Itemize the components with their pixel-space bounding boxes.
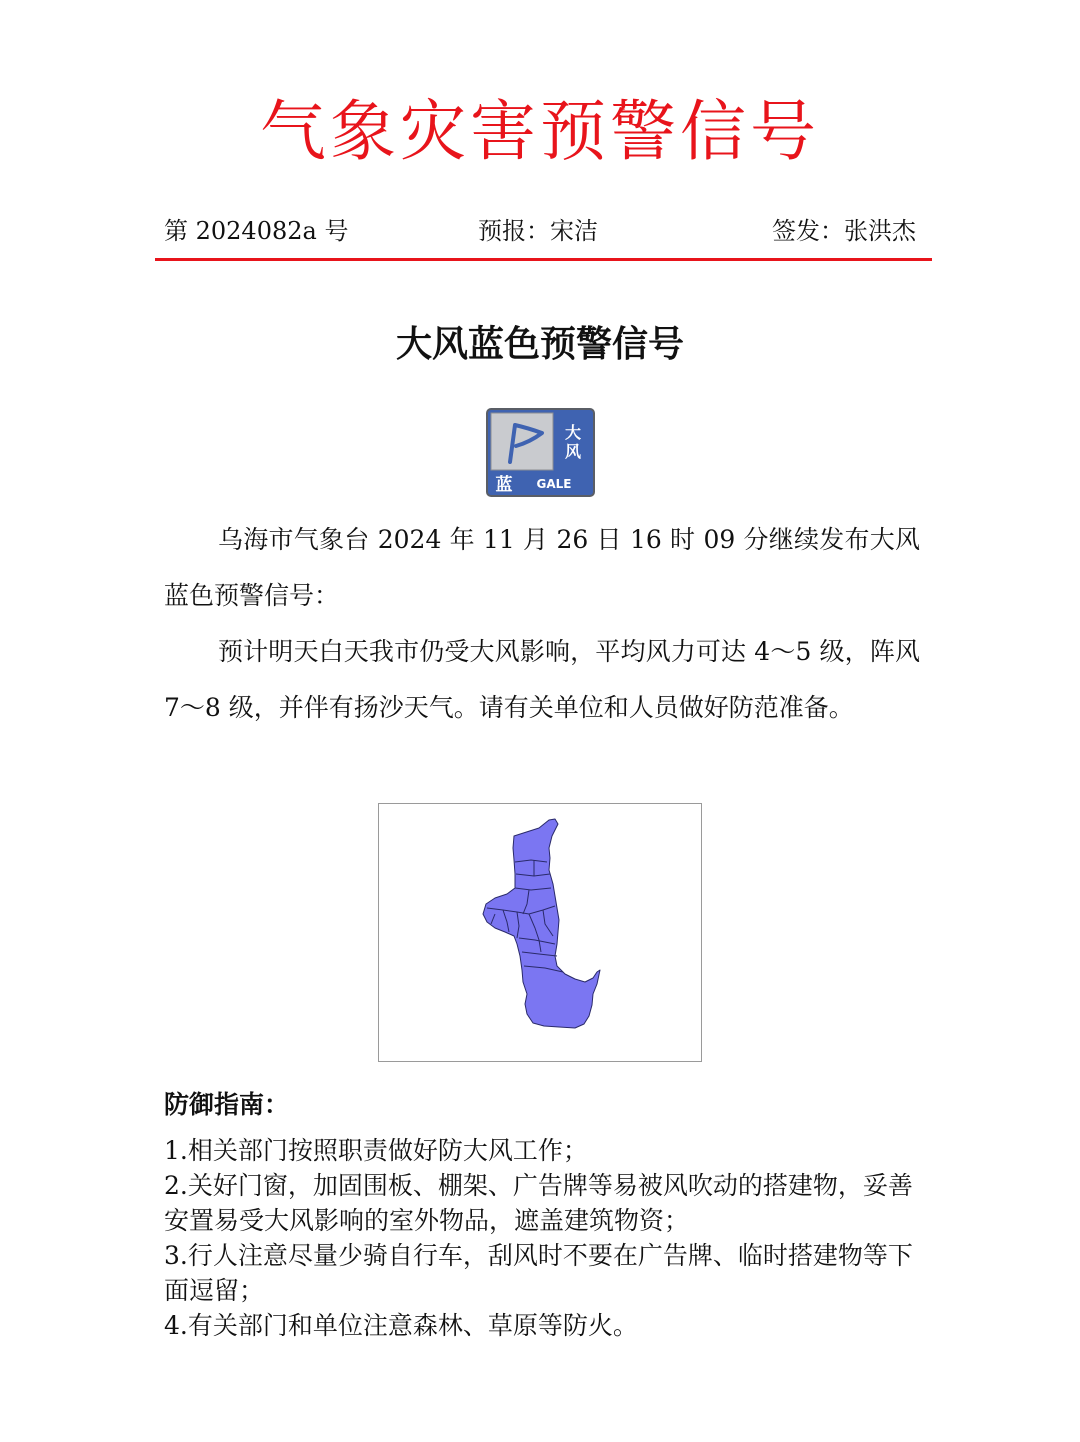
header-divider (155, 258, 932, 261)
icon-color-label: 蓝 (495, 475, 513, 495)
warning-area-map (378, 803, 702, 1062)
guide-item: 3.行人注意尽量少骑自行车，刮风时不要在广告牌、临时搭建物等下面逗留； (164, 1241, 913, 1305)
forecast-paragraph: 预计明天白天我市仍受大风影响，平均风力可达 4～5 级，阵风 7～8 级，并伴有扬沙天气。请有关单位和人员做好防范准备。 (164, 637, 920, 722)
warning-title: 大风蓝色预警信号 (395, 323, 684, 365)
icon-char-top: 大 (564, 423, 582, 442)
guide-item: 4.有关部门和单位注意森林、草原等防火。 (164, 1311, 638, 1340)
guide-title: 防御指南： (164, 1090, 290, 1119)
document-number: 第 2024082a 号 (164, 217, 349, 245)
region-shape (483, 819, 600, 1028)
icon-char-bottom: 风 (564, 442, 582, 461)
guide-list (164, 1133, 924, 1343)
page-title: 气象灾害预警信号 (260, 93, 820, 170)
icon-english-label: GALE (536, 477, 572, 491)
guide-item: 1.相关部门按照职责做好防大风工作； (164, 1136, 588, 1165)
issuer: 签发：张洪杰 (772, 217, 916, 245)
issue-paragraph: 乌海市气象台 2024 年 11 月 26 日 16 时 09 分继续发布大风蓝色预警信号： (164, 525, 920, 610)
forecaster: 预报：宋洁 (478, 217, 598, 245)
gale-blue-signal-icon (486, 408, 595, 497)
guide-item: 2.关好门窗，加固围板、棚架、广告牌等易被风吹动的搭建物，妥善安置易受大风影响的室外物品，遮盖建筑物资； (164, 1171, 913, 1235)
